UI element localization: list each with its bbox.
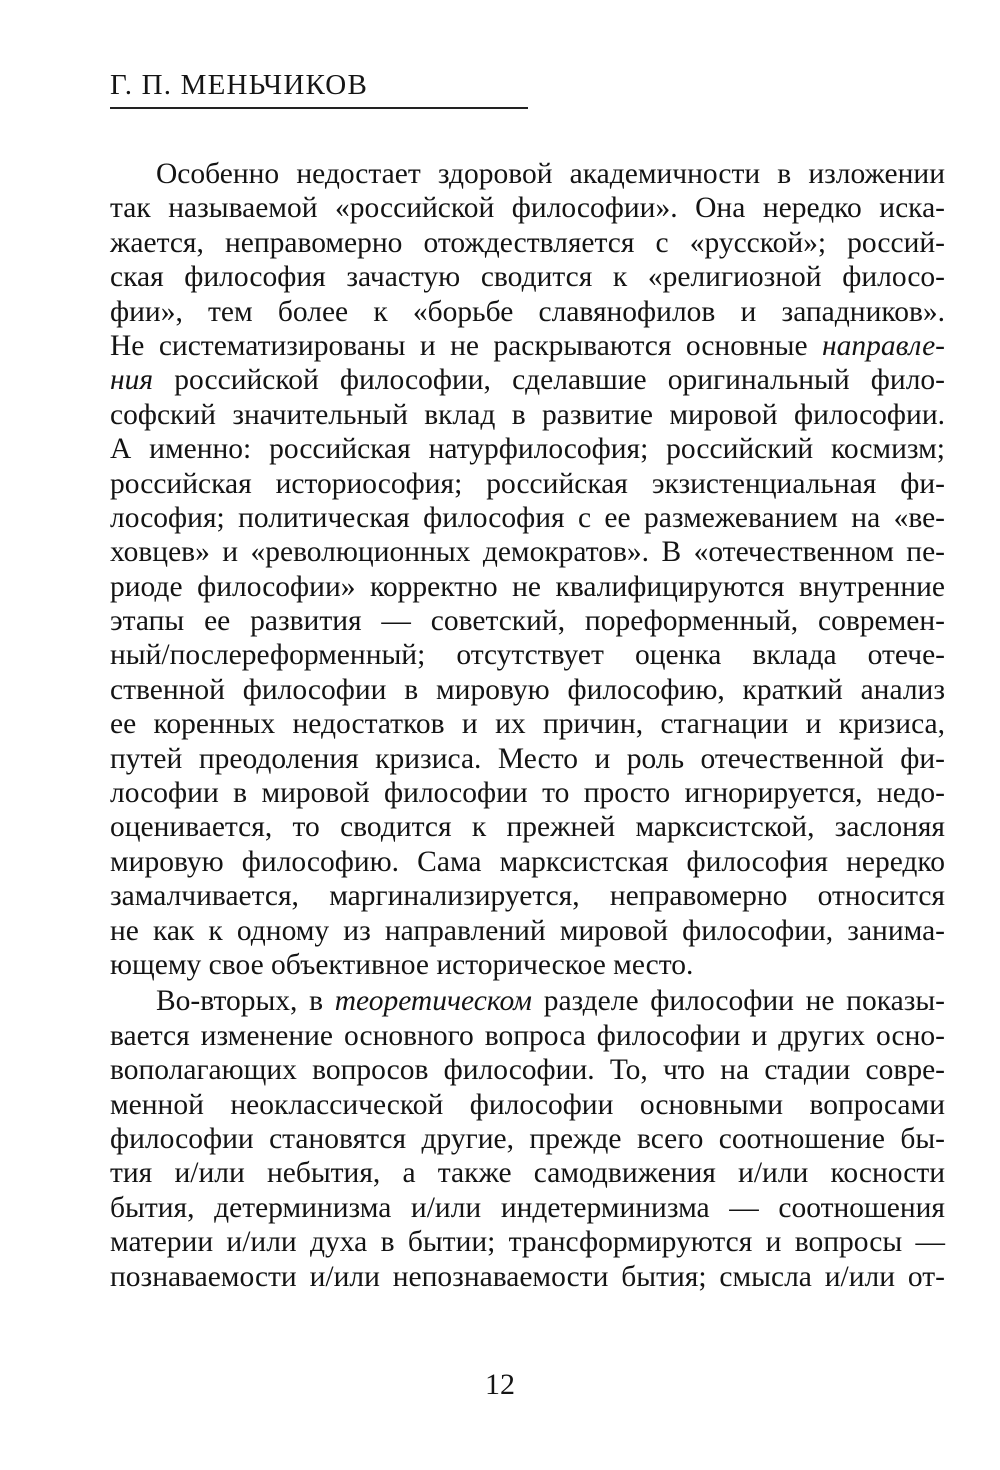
text-line: путей преодоления кризиса. Место и роль отечественной фи- xyxy=(110,742,945,775)
italic-emphasis: ния xyxy=(110,364,154,397)
text-line: так называемой «российской философии». Она нередко иска- xyxy=(110,192,945,225)
text-line: лософии в мировой философии то просто игнорируется, недо- xyxy=(110,777,945,810)
text-line: менной неоклассической философии основными вопросами xyxy=(110,1088,945,1121)
paragraph-1 xyxy=(110,157,945,982)
text-line: этапы ее развития — советский, пореформенный, современ- xyxy=(110,605,945,638)
text-line xyxy=(110,329,945,363)
text-line: вополагающих вопросов философии. То, что на стадии совре- xyxy=(110,1054,945,1087)
text-line: ее коренных недостатков и их причин, стагнации и кризиса, xyxy=(110,708,945,741)
text-line: оценивается, то сводится к прежней марксистской, заслоняя xyxy=(110,811,945,844)
text-line: ющему свое объективное историческое место. xyxy=(110,948,694,981)
text-line: материи и/или духа в бытии; трансформируются и вопросы — xyxy=(110,1226,945,1259)
text-line: замалчивается, маргинализируется, неправомерно относится xyxy=(110,880,945,913)
text-run: российской философии, сделавшие оригинальный фило- xyxy=(153,364,945,397)
paragraph-2 xyxy=(110,984,945,1294)
text-line: ховцев» и «революционных демократов». В «отечественном пе- xyxy=(110,536,945,569)
text-line: фии», тем более к «борьбе славянофилов и западников». xyxy=(110,295,945,328)
text-line: мировую философию. Сама марксистская философия нередко xyxy=(110,845,945,878)
text-line: лософия; политическая философия с ее размежеванием на «ве- xyxy=(110,501,945,534)
text-line: познаваемости и/или непознаваемости бытия; смысла и/или от- xyxy=(110,1260,945,1293)
text-line xyxy=(110,984,945,1018)
text-line: вается изменение основного вопроса философии и других осно- xyxy=(110,1019,945,1052)
header-rule xyxy=(110,107,528,109)
text-line: софский значительный вклад в развитие мировой философии. xyxy=(110,398,945,431)
text-run: Во-вторых, в xyxy=(156,985,335,1018)
text-line: российская историософия; российская экзистенциальная фи- xyxy=(110,467,945,500)
text-run: Не систематизированы и не раскрываются основные xyxy=(110,329,823,362)
text-line xyxy=(110,363,945,397)
text-line: А именно: российская натурфилософия; российский космизм; xyxy=(110,433,945,466)
page-number: 12 xyxy=(485,1368,515,1401)
text-line: Особенно недостает здоровой академичности в изложении xyxy=(156,158,945,190)
running-head-author: Г. П. МЕНЬЧИКОВ xyxy=(110,69,368,101)
body-text xyxy=(110,157,945,1294)
italic-emphasis: теоретическом xyxy=(334,985,532,1018)
text-line: ская философия зачастую сводится к «религиозной филосо- xyxy=(110,261,945,294)
text-line: ственной философии в мировую философию, краткий анализ xyxy=(110,673,945,706)
text-line: философии становятся другие, прежде всего соотношение бы- xyxy=(110,1122,945,1155)
text-line: риоде философии» корректно не квалифицируются внутренние xyxy=(110,570,945,603)
text-line: бытия, детерминизма и/или индетерминизма — соотношения xyxy=(110,1191,945,1224)
text-line: тия и/или небытия, а также самодвижения и/или косности xyxy=(110,1157,945,1190)
text-line: жается, неправомерно отождествляется с «русской»; россий- xyxy=(110,226,945,259)
text-line: не как к одному из направлений мировой философии, занима- xyxy=(110,914,945,947)
text-run: разделе философии не показы- xyxy=(532,985,945,1018)
italic-emphasis: направле- xyxy=(822,329,945,362)
text-line: ный/послереформенный; отсутствует оценка вклада отече- xyxy=(110,639,945,672)
